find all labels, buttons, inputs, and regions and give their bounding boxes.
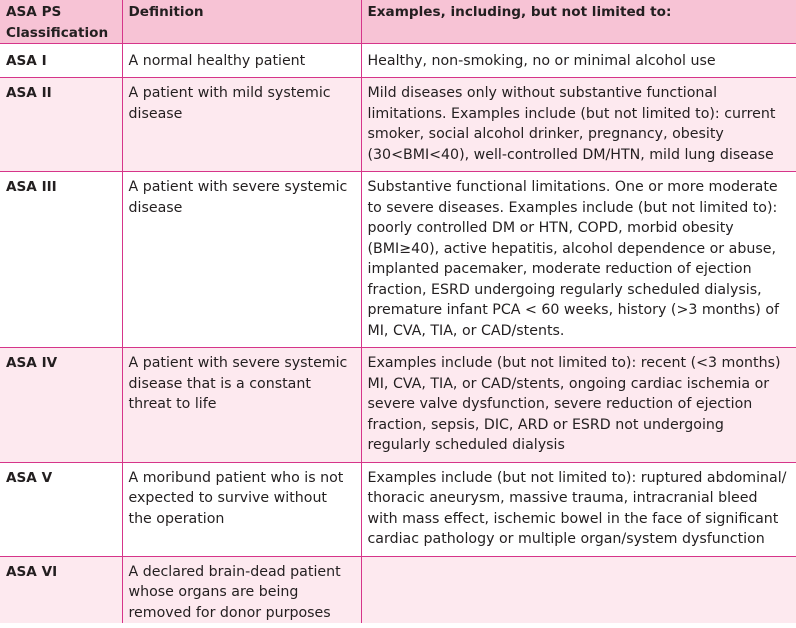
header-definition: Definition bbox=[122, 0, 361, 44]
classification-cell: ASA I bbox=[0, 44, 122, 78]
definition-cell: A normal healthy patient bbox=[122, 44, 361, 78]
table-header-row bbox=[0, 0, 796, 44]
table-row bbox=[0, 78, 796, 172]
table-row bbox=[0, 172, 796, 348]
definition-cell: A moribund patient who is not expected to survive without the operation bbox=[122, 462, 361, 556]
table-row bbox=[0, 348, 796, 463]
classification-cell: ASA III bbox=[0, 172, 122, 348]
classification-cell: ASA IV bbox=[0, 348, 122, 463]
definition-cell: A patient with severe systemic disease that is a constant threat to life bbox=[122, 348, 361, 463]
examples-cell bbox=[361, 556, 796, 623]
examples-cell: Substantive functional limitations. One or more moderate to severe diseases. Examples include (but not limited to): poorly controlled DM or HTN, COPD, morbid obesity (BMI≥40), active hepatitis, alcohol dependence or abuse, implanted pacemaker, moderate reduction of ejection fraction, ESRD undergoing regularly scheduled dialysis, premature infant PCA < 60 weeks, history (>3 months) of MI, CVA, TIA, or CAD/stents. bbox=[361, 172, 796, 348]
table-row bbox=[0, 462, 796, 556]
examples-cell: Examples include (but not limited to): ruptured abdominal/ thoracic aneurysm, massive trauma, intracranial bleed with mass effect, ischemic bowel in the face of significant cardiac pathology or multiple organ/system dysfunction bbox=[361, 462, 796, 556]
definition-cell: A declared brain-dead patient whose organs are being removed for donor purposes bbox=[122, 556, 361, 623]
examples-cell: Healthy, non-smoking, no or minimal alcohol use bbox=[361, 44, 796, 78]
table-row bbox=[0, 44, 796, 78]
table-row bbox=[0, 556, 796, 623]
classification-cell: ASA II bbox=[0, 78, 122, 172]
classification-cell: ASA V bbox=[0, 462, 122, 556]
examples-cell: Examples include (but not limited to): recent (<3 months) MI, CVA, TIA, or CAD/stents, ongoing cardiac ischemia or severe valve dysfunction, severe reduction of ejection fraction, sepsis, DIC, ARD or ESRD not undergoing regularly scheduled dialysis bbox=[361, 348, 796, 463]
definition-cell: A patient with severe systemic disease bbox=[122, 172, 361, 348]
definition-cell: A patient with mild systemic disease bbox=[122, 78, 361, 172]
classification-cell: ASA VI bbox=[0, 556, 122, 623]
examples-cell: Mild diseases only without substantive functional limitations. Examples include (but not limited to): current smoker, social alcohol drinker, pregnancy, obesity (30<BMI<40), well-controlled DM/HTN, mild lung disease bbox=[361, 78, 796, 172]
header-classification: ASA PS Classification bbox=[0, 0, 122, 44]
header-examples: Examples, including, but not limited to: bbox=[361, 0, 796, 44]
